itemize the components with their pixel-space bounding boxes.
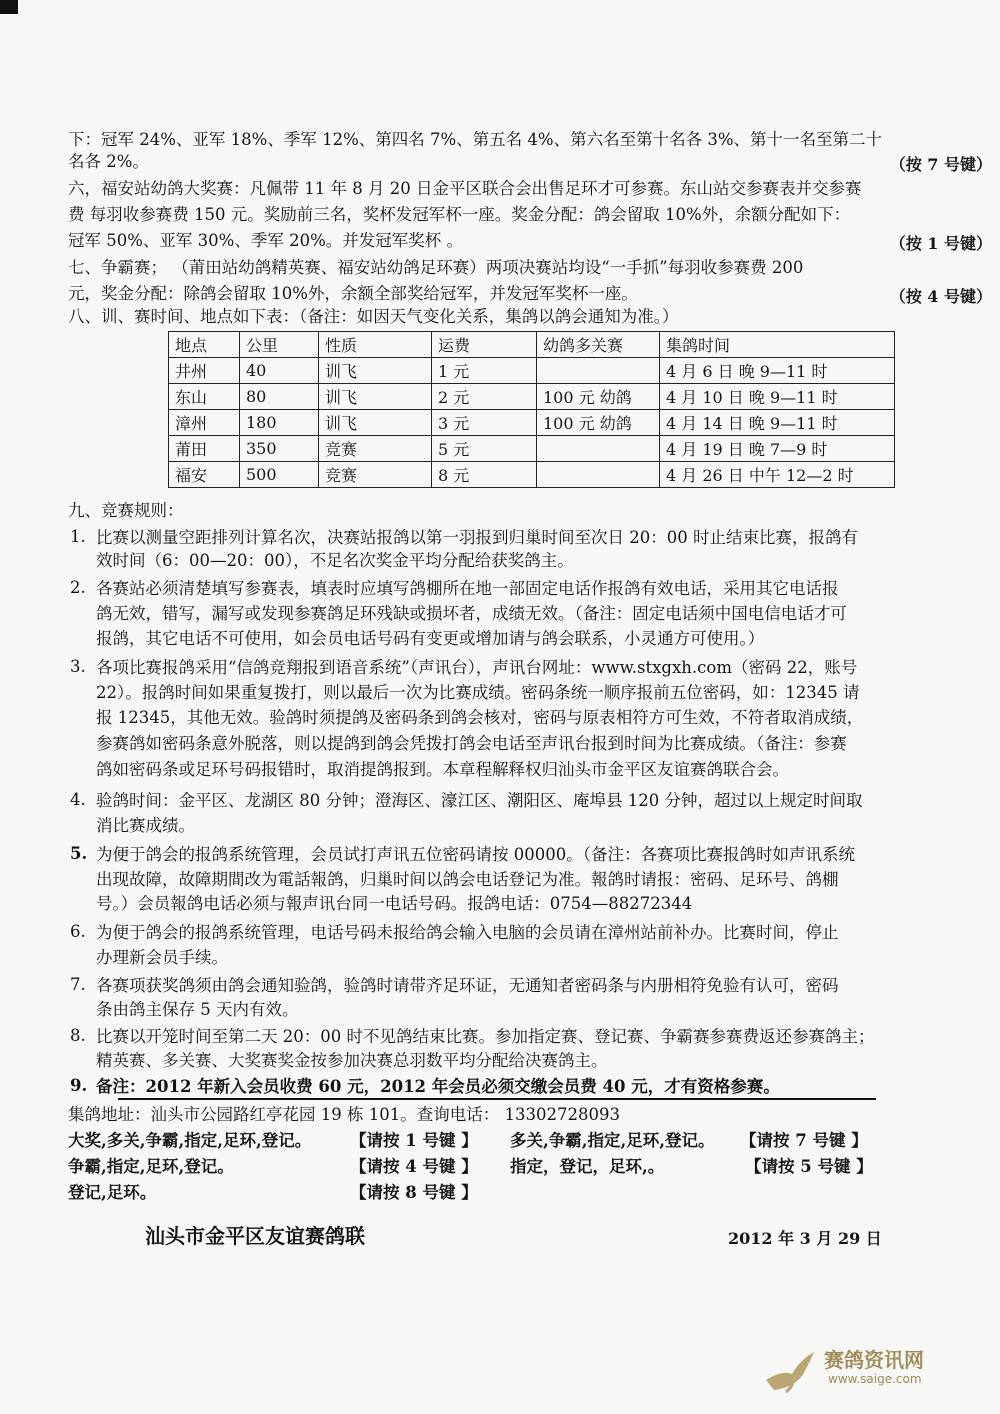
site-watermark bbox=[762, 1340, 972, 1400]
table-cell: 竞赛 bbox=[319, 436, 432, 462]
table-cell: 8 元 bbox=[432, 462, 537, 488]
rule-8-line-1: 比赛以开笼时间至第二天 20：00 时不见鸽结束比赛。参加指定赛、登记赛、争霸赛参赛费返还参赛鸽主； bbox=[96, 1027, 875, 1046]
table-cell: 100 元 幼鸽 bbox=[537, 384, 660, 410]
table-cell: 500 bbox=[240, 462, 319, 488]
watermark-url: www.saige.com bbox=[828, 1372, 922, 1386]
table-cell: 2 元 bbox=[432, 384, 537, 410]
table-cell: 40 bbox=[240, 358, 319, 384]
table-cell: 4 月 6 日 晚 9—11 时 bbox=[660, 358, 895, 384]
rule-number: 8. bbox=[70, 1026, 86, 1045]
section-7-line-2: 元，奖金分配：除鸽会留取 10%外，余额全部奖给冠军，并发冠军奖杯一座。 bbox=[68, 284, 638, 303]
rule-6-line-2: 办理新会员手续。 bbox=[96, 948, 228, 967]
section-6-line-3: 冠军 50%、亚军 30%、季军 20%。并发冠军奖杯 。 bbox=[68, 231, 464, 250]
rule-7-line-1: 各赛项获奖鸽须由鸽会通知验鸽，验鸽时请带齐足环证，无通知者密码条与内册相符免验有认可，密码 bbox=[96, 976, 839, 995]
table-row bbox=[169, 462, 895, 488]
rule-5-line-3: 号。）会员報鸽电话必须与報声讯台同一电话号码。报鸽电话：0754—88272344 bbox=[96, 894, 693, 913]
section-6-line-2: 费 每羽收参赛费 150 元。奖励前三名，奖杯发冠军杯一座。奖金分配：鸽会留取 10%外，余额分配如下： bbox=[68, 205, 851, 224]
rule-5-line-1: 为便于鸽会的报鸽系统管理，会员试打声讯五位密码请按 00000。（备注：各赛项比赛报鸽时如声讯系统 bbox=[96, 845, 855, 864]
table-cell: 5 元 bbox=[432, 436, 537, 462]
table-row bbox=[169, 410, 895, 436]
rule-number: 6. bbox=[70, 922, 86, 941]
option-left-3: 登记,足环。 bbox=[68, 1183, 157, 1202]
rule-3-line-2: 22）。报鸽时间如果重复拨打，则以最后一次为比赛成绩。密码条统一顺序报前五位密码，如：12345 请 bbox=[96, 683, 860, 702]
section-7-line-1: 七、争霸赛； （莆田站幼鸽精英赛、福安站幼鸽足环赛）两项决赛站均设“一手抓”每羽收参赛费 200 bbox=[68, 258, 804, 277]
key-hint-1: （按 1 号键） bbox=[889, 234, 992, 253]
prize-line-2: 名各 2%。 bbox=[68, 152, 149, 171]
rule-8-line-2: 精英赛、多关赛、大奖赛奖金按参加决赛总羽数平均分配给决赛鸽主。 bbox=[96, 1051, 608, 1070]
rule-2-line-1: 各赛站必须清楚填写参赛表，填表时应填写鸽棚所在地一部固定电话作报鸽有效电话，采用其它电话报 bbox=[96, 579, 839, 598]
option-right-key-2: 【请按 5 号键 】 bbox=[745, 1157, 873, 1176]
table-cell bbox=[537, 462, 660, 488]
option-left-1: 大奖,多关,争霸,指定,足环,登记。 bbox=[68, 1131, 312, 1150]
table-cell: 东山 bbox=[169, 384, 240, 410]
rule-6-line-1: 为便于鸽会的报鸽系统管理，电话号码未报给鸽会输入电脑的会员请在漳州站前补办。比赛时间，停止 bbox=[96, 923, 839, 942]
rule-3-line-3: 报 12345，其他无效。验鸽时须提鸽及密码条到鸽会核对，密码与原表相符方可生效，不符者取消成绩， bbox=[96, 708, 864, 727]
rule-9-membership-note: 备注：2012 年新入会员收费 60 元，2012 年会员必须交缴会员费 40 元，才有资格参赛。 bbox=[96, 1077, 780, 1096]
rule-number: 9. bbox=[70, 1076, 88, 1095]
membership-note-underline bbox=[118, 1098, 876, 1100]
table-header-cell: 地点 bbox=[169, 332, 240, 358]
rule-number: 2. bbox=[70, 578, 86, 597]
section-8-title: 八、训、赛时间、地点如下表：（备注：如因天气变化关系，集鸽以鸽会通知为准。） bbox=[68, 307, 679, 326]
option-left-key-2: 【请按 4 号键 】 bbox=[350, 1157, 478, 1176]
table-header-row bbox=[169, 332, 895, 358]
rule-3-line-4: 参赛鸽如密码条意外脱落，则以提鸽到鸽会凭拨打鸽会电话至声讯台报到时间为比赛成绩。（备注：参赛 bbox=[96, 734, 847, 753]
option-left-key-3: 【请按 8 号键 】 bbox=[350, 1183, 478, 1202]
rule-3-line-1: 各项比赛报鸽采用“信鸽竞翔报到语音系统”（声讯台），声讯台网址：www.stxgxh.com（密码 22，账号 bbox=[96, 658, 858, 677]
table-header-cell: 公里 bbox=[240, 332, 319, 358]
organization-signature: 汕头市金平区友谊赛鸽联 bbox=[145, 1224, 365, 1248]
section-9-title: 九、竞赛规则： bbox=[68, 501, 184, 520]
table-cell: 4 月 19 日 晚 7—9 时 bbox=[660, 436, 895, 462]
rule-1-line-1: 比赛以测量空距排列计算名次，决赛站报鸽以第一羽报到归巢时间至次日 20：00 时止结束比赛，报鸽有 bbox=[96, 528, 858, 547]
table-cell: 福安 bbox=[169, 462, 240, 488]
prize-line-1: 下：冠军 24%、亚军 18%、季军 12%、第四名 7%、第五名 4%、第六名至第十名各 3%、第十一名至第二十 bbox=[68, 130, 883, 149]
table-row bbox=[169, 436, 895, 462]
table-header-cell: 集鸽时间 bbox=[660, 332, 895, 358]
collection-address: 集鸽地址：汕头市公园路红亭花园 19 栋 101。查询电话： 13302728093 bbox=[68, 1105, 620, 1124]
rule-number: 3. bbox=[70, 657, 86, 676]
rule-4-line-1: 验鸽时间：金平区、龙湖区 80 分钟；澄海区、濠江区、潮阳区、庵埠县 120 分钟，超过以上规定时间取 bbox=[96, 791, 863, 810]
rule-4-line-2: 消比赛成绩。 bbox=[96, 816, 195, 835]
table-cell bbox=[537, 358, 660, 384]
schedule-table bbox=[168, 331, 895, 488]
table-cell bbox=[537, 436, 660, 462]
table-cell: 漳州 bbox=[169, 410, 240, 436]
table-cell: 100 元 幼鸽 bbox=[537, 410, 660, 436]
table-cell: 4 月 14 日 晚 9—11 时 bbox=[660, 410, 895, 436]
table-header-cell: 性质 bbox=[319, 332, 432, 358]
document-date: 2012 年 3 月 29 日 bbox=[728, 1229, 882, 1248]
table-row bbox=[169, 384, 895, 410]
section-6-line-1: 六，福安站幼鸽大奖赛：凡佩带 11 年 8 月 20 日金平区联合会出售足环才可参赛。东山站交参赛表并交参赛 bbox=[68, 179, 862, 198]
rule-2-line-2: 鸽无效，错写，漏写或发现参赛鸽足环残缺或损坏者，成绩无效。（备注：固定电话须中国电信电话才可 bbox=[96, 604, 847, 623]
key-hint-4: （按 4 号键） bbox=[889, 287, 992, 306]
key-hint-7: （按 7 号键） bbox=[889, 155, 992, 174]
option-right-key-1: 【请按 7 号键 】 bbox=[740, 1131, 868, 1150]
option-left-2: 争霸,指定,足环,登记。 bbox=[68, 1157, 234, 1176]
table-cell: 4 月 10 日 晚 9—11 时 bbox=[660, 384, 895, 410]
table-cell: 180 bbox=[240, 410, 319, 436]
table-cell: 1 元 bbox=[432, 358, 537, 384]
table-row bbox=[169, 358, 895, 384]
rule-1-line-2: 效时间（6：00—20：00），不足名次奖金平均分配给获奖鸽主。 bbox=[96, 551, 574, 570]
table-cell: 训飞 bbox=[319, 358, 432, 384]
table-cell: 4 月 26 日 中午 12—2 时 bbox=[660, 462, 895, 488]
table-cell: 训飞 bbox=[319, 410, 432, 436]
option-right-2: 指定，登记，足环,。 bbox=[510, 1157, 665, 1176]
table-cell: 80 bbox=[240, 384, 319, 410]
table-cell: 350 bbox=[240, 436, 319, 462]
table-cell: 井州 bbox=[169, 358, 240, 384]
rule-number: 5. bbox=[70, 844, 88, 863]
table-cell: 莆田 bbox=[169, 436, 240, 462]
table-header-cell: 运费 bbox=[432, 332, 537, 358]
table-cell: 训飞 bbox=[319, 384, 432, 410]
table-header-cell: 幼鸽多关赛 bbox=[537, 332, 660, 358]
rule-number: 7. bbox=[70, 975, 86, 994]
rule-number: 4. bbox=[70, 790, 86, 809]
option-left-key-1: 【请按 1 号键 】 bbox=[350, 1131, 478, 1150]
rule-7-line-2: 条由鸽主保存 5 天内有效。 bbox=[96, 1000, 299, 1019]
scan-corner-mark bbox=[0, 0, 18, 14]
table-cell: 竞赛 bbox=[319, 462, 432, 488]
rule-2-line-3: 报鸽，其它电话不可使用，如会员电话号码有变更或增加请与鸽会联系，小灵通方可使用。） bbox=[96, 629, 765, 648]
rule-5-line-2: 出现故障，故障期間改为電話報鸽，归巢时间以鸽会电话登记为准。報鸽时请报：密码、足环号、鸽棚 bbox=[96, 870, 839, 889]
pigeon-logo-icon bbox=[762, 1340, 822, 1400]
rule-3-line-5: 鸽如密码条或足环号码报错时，取消提鸽报到。本章程解释权归汕头市金平区友谊赛鸽联合会。 bbox=[96, 760, 789, 779]
table-cell: 3 元 bbox=[432, 410, 537, 436]
option-right-1: 多关,争霸,指定,足环,登记。 bbox=[510, 1131, 715, 1150]
watermark-site-name: 赛鸽资讯网 bbox=[824, 1348, 924, 1372]
rule-number: 1. bbox=[70, 527, 86, 546]
